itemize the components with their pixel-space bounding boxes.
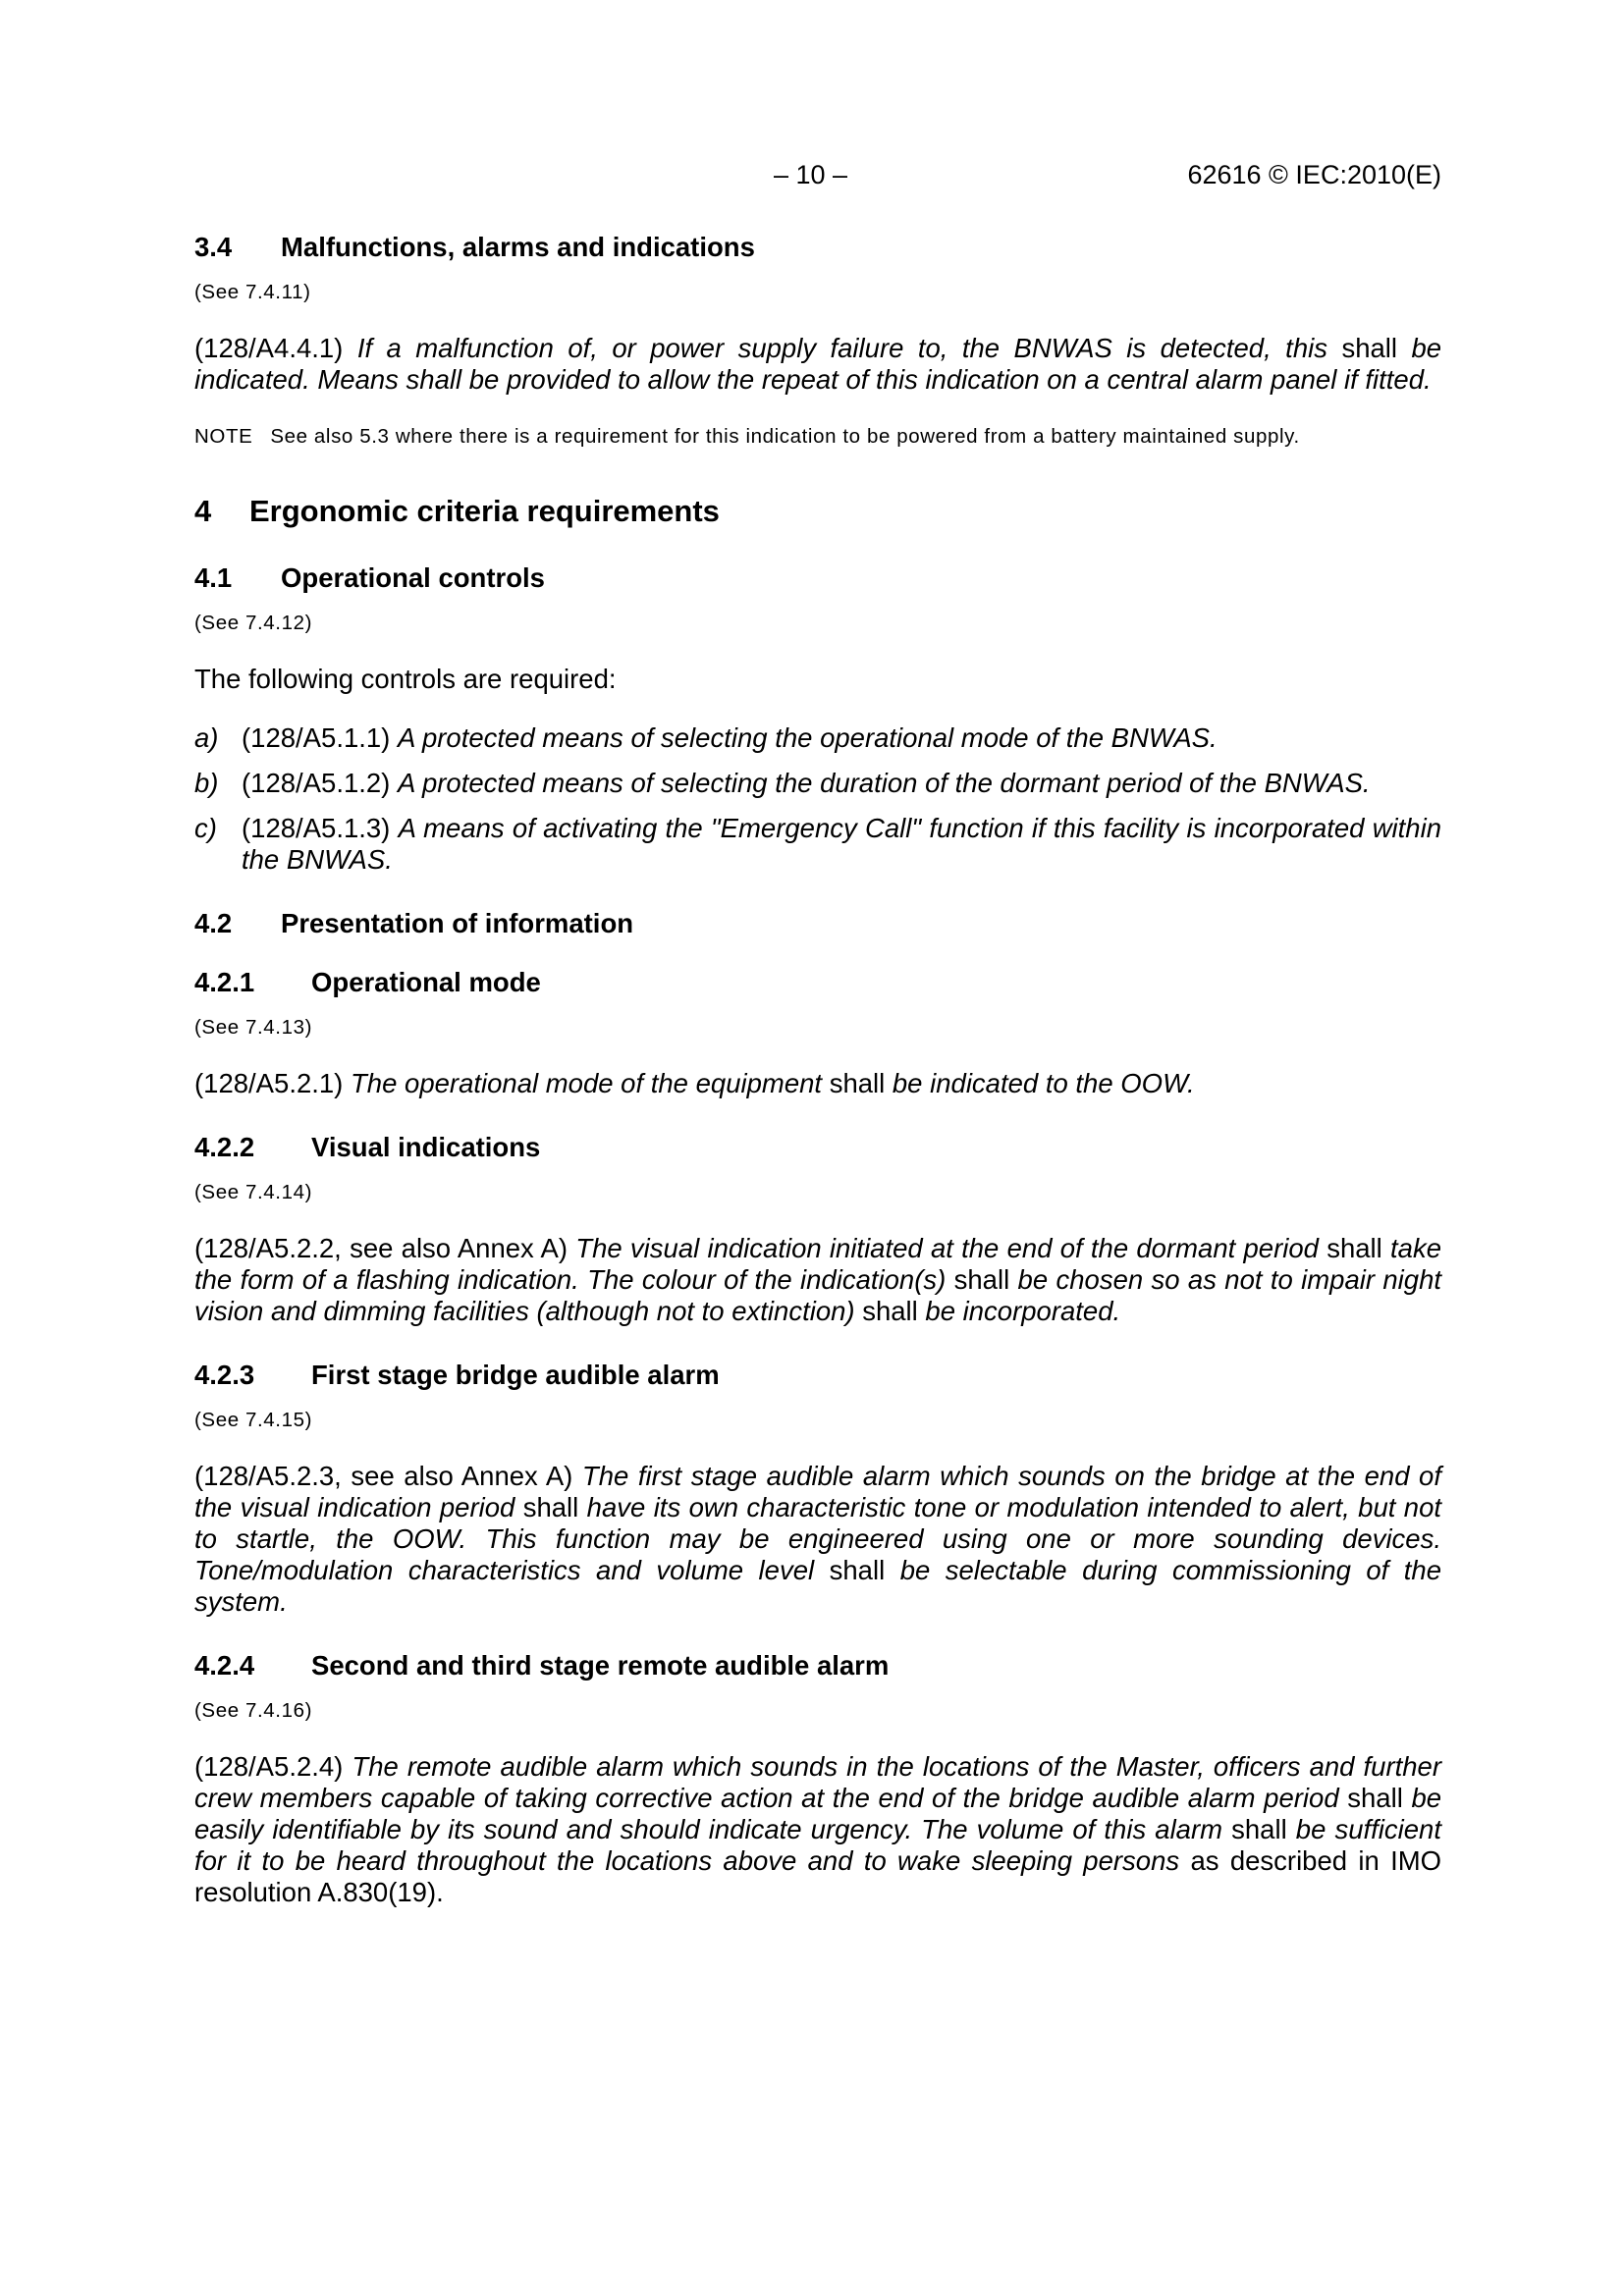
heading-3-4 <box>194 231 1441 264</box>
see-reference: (See 7.4.13) <box>194 1016 313 1039</box>
section-title: Operational controls <box>281 562 545 593</box>
shall-word: shall <box>1231 1814 1287 1844</box>
paragraph-3-4 <box>194 333 1441 396</box>
requirement-text: A protected means of selecting the operational mode of the BNWAS. <box>398 722 1218 753</box>
section-number: 4.2.3 <box>194 1360 255 1390</box>
requirement-text: A means of activating the "Emergency Call" function if this facility is incorporated within the BNWAS. <box>242 813 1441 875</box>
section-title: Second and third stage remote audible alarm <box>311 1650 890 1681</box>
list-item <box>194 722 1441 754</box>
list-item <box>194 813 1441 876</box>
closing-text: as described in IMO resolution A.830(19). <box>194 1845 1442 1907</box>
see-reference: (See 7.4.11) <box>194 281 311 303</box>
requirement-text: have its own characteristic tone or modulation intended to alert, but not to startle, the OOW. This function may be engineered using one or more sounding devices. Tone/modulation characteristics and volume level <box>194 1492 1442 1585</box>
requirement-text: The operational mode of the equipment <box>351 1068 823 1098</box>
page-number: – 10 – <box>774 160 848 189</box>
clause-reference: (128/A5.1.2) <box>242 768 391 798</box>
shall-word: shall <box>1326 1233 1382 1263</box>
paragraph-4-2-1 <box>194 1068 1441 1099</box>
list-label: a) <box>194 722 219 753</box>
shall-word: shall <box>1347 1783 1403 1813</box>
list-label: c) <box>194 813 217 843</box>
clause-reference: (128/A5.1.3) <box>242 813 391 843</box>
section-title: Operational mode <box>311 967 541 997</box>
section-title: Presentation of information <box>281 908 634 938</box>
shall-word: shall <box>522 1492 579 1522</box>
main-content <box>194 231 1441 1908</box>
section-number: 4 <box>194 494 212 528</box>
requirement-text: be indicated to the OOW. <box>892 1068 1195 1098</box>
requirement-text: be sufficient for it to be heard throughout the locations above and to wake sleeping persons <box>194 1814 1441 1876</box>
shall-word: shall <box>829 1555 886 1585</box>
list-item <box>194 768 1441 799</box>
section-title: First stage bridge audible alarm <box>311 1360 720 1390</box>
clause-reference: (128/A5.2.1) <box>194 1068 344 1098</box>
see-reference: (See 7.4.15) <box>194 1409 313 1431</box>
heading-4-2-1 <box>194 966 1441 999</box>
heading-4-1 <box>194 561 1441 595</box>
section-number: 4.2.1 <box>194 967 255 997</box>
see-reference: (See 7.4.12) <box>194 612 313 634</box>
note-label: NOTE <box>194 425 253 448</box>
note <box>194 423 1441 450</box>
requirement-text: A protected means of selecting the duration of the dormant period of the BNWAS. <box>398 768 1371 798</box>
shall-word: shall <box>862 1296 918 1326</box>
section-number: 4.2.4 <box>194 1650 255 1681</box>
see-reference: (See 7.4.16) <box>194 1699 313 1722</box>
heading-4-2 <box>194 907 1441 940</box>
heading-4 <box>194 493 1441 530</box>
requirement-text: be easily identifiable by its sound and should indicate urgency. The volume of this alarm <box>194 1783 1442 1844</box>
requirement-text: be selectable during commissioning of the system. <box>194 1555 1442 1617</box>
section-title: Malfunctions, alarms and indications <box>281 232 755 262</box>
see-reference: (See 7.4.14) <box>194 1181 313 1203</box>
clause-reference: (128/A5.1.1) <box>242 722 391 753</box>
requirement-text: The visual indication initiated at the end of the dormant period <box>575 1233 1319 1263</box>
shall-word: shall <box>829 1068 886 1098</box>
paragraph-4-2-4 <box>194 1751 1441 1908</box>
requirement-text: be incorporated. <box>925 1296 1121 1326</box>
section-number: 3.4 <box>194 232 233 262</box>
clause-reference: (128/A5.2.2, see also Annex A) <box>194 1233 568 1263</box>
shall-word: shall <box>1341 333 1397 363</box>
intro-text: The following controls are required: <box>194 664 617 694</box>
paragraph-4-2-3 <box>194 1461 1441 1618</box>
shall-word: shall <box>953 1264 1010 1295</box>
section-title: Ergonomic criteria requirements <box>249 494 720 528</box>
section-number: 4.2.2 <box>194 1132 255 1162</box>
list-label: b) <box>194 768 219 798</box>
clause-reference: (128/A5.2.4) <box>194 1751 344 1782</box>
section-number: 4.1 <box>194 562 233 593</box>
requirement-text: be chosen so as not to impair night vision and dimming facilities (although not to extinction) <box>194 1264 1442 1326</box>
standard-reference: 62616 © IEC:2010(E) <box>1187 160 1441 189</box>
clause-reference: (128/A4.4.1) <box>194 333 344 363</box>
requirement-text: be indicated. Means shall be provided to allow the repeat of this indication on a central alarm panel if fitted. <box>194 333 1442 395</box>
requirement-text: If a malfunction of, or power supply failure to, the BNWAS is detected, this <box>356 333 1327 363</box>
requirement-text: The first stage audible alarm which sounds on the bridge at the end of the visual indication period <box>194 1461 1441 1522</box>
heading-4-2-2 <box>194 1131 1441 1164</box>
requirement-text: take the form of a flashing indication. The colour of the indication(s) <box>194 1233 1442 1295</box>
note-text: See also 5.3 where there is a requirement for this indication to be powered from a battery maintained supply. <box>270 425 1300 448</box>
clause-reference: (128/A5.2.3, see also Annex A) <box>194 1461 573 1491</box>
section-number: 4.2 <box>194 908 233 938</box>
heading-4-2-3 <box>194 1359 1441 1392</box>
requirement-text: The remote audible alarm which sounds in the locations of the Master, officers and further crew members capable of taking corrective action at the end of the bridge audible alarm period <box>194 1751 1441 1813</box>
section-title: Visual indications <box>311 1132 541 1162</box>
paragraph-4-2-2 <box>194 1233 1441 1327</box>
heading-4-2-4 <box>194 1649 1441 1682</box>
